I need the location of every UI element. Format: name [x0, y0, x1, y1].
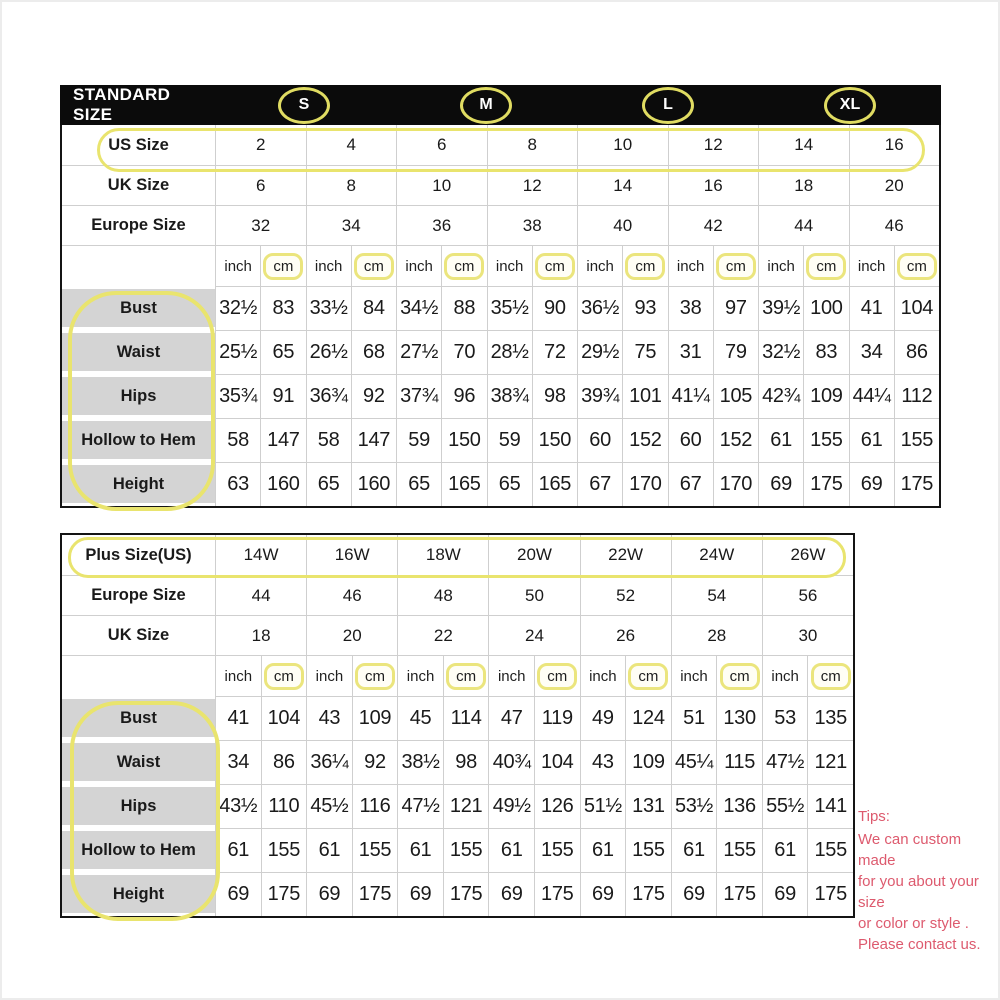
measurement-cell: 38½ — [397, 740, 443, 784]
unit-row-empty-label — [62, 246, 215, 286]
measurement-cell: 175 — [716, 872, 762, 916]
measurement-cell: 109 — [803, 374, 848, 418]
measurement-cell: 150 — [441, 418, 486, 462]
measurement-cell: 104 — [894, 286, 939, 330]
measurement-cell: 79 — [713, 330, 758, 374]
size-row-label: UK Size — [107, 176, 170, 194]
measurement-cell: 141 — [807, 784, 853, 828]
unit-inch-label: inch — [577, 246, 622, 286]
unit-cm-cell — [261, 656, 307, 696]
measurement-cell: 26½ — [306, 330, 351, 374]
measurement-cell: 69 — [306, 872, 352, 916]
measurement-cell: 136 — [716, 784, 762, 828]
measurement-row-label: Waist — [62, 333, 215, 371]
measurement-row-label: Bust — [62, 289, 215, 327]
measurement-row — [62, 828, 853, 872]
measurement-cell: 165 — [441, 462, 486, 506]
measurement-cell: 84 — [351, 286, 396, 330]
size-cell: 52 — [580, 576, 671, 615]
measurement-cell: 41¼ — [668, 374, 713, 418]
unit-inch-label: inch — [849, 246, 894, 286]
measurement-cell: 175 — [352, 872, 398, 916]
measurement-cell: 150 — [532, 418, 577, 462]
measurement-cell: 36¼ — [306, 740, 352, 784]
measurement-cell: 69 — [215, 872, 261, 916]
unit-inch-label: inch — [396, 246, 441, 286]
measurement-cell: 51½ — [580, 784, 626, 828]
cm-highlight: cm — [806, 253, 846, 280]
size-row — [62, 165, 939, 205]
size-cell: 26W — [762, 535, 853, 575]
measurement-cell: 65 — [396, 462, 441, 506]
cm-highlight: cm — [355, 663, 395, 690]
measurement-cell: 32½ — [758, 330, 803, 374]
tips-lines — [858, 829, 996, 955]
size-cell: 8 — [487, 125, 578, 165]
measurement-cell: 109 — [352, 696, 398, 740]
measurement-cell: 41 — [849, 286, 894, 330]
measurement-cell: 170 — [622, 462, 667, 506]
size-cell: 46 — [306, 576, 397, 615]
measurement-cell: 43 — [580, 740, 626, 784]
size-cell: 12 — [487, 166, 578, 205]
measurement-cell: 69 — [758, 462, 803, 506]
measurement-cell: 36¾ — [306, 374, 351, 418]
size-cell: 10 — [396, 166, 487, 205]
measurement-cell: 69 — [580, 872, 626, 916]
measurement-cell: 105 — [713, 374, 758, 418]
unit-inch-label: inch — [668, 246, 713, 286]
size-row — [62, 615, 853, 655]
measurement-cell: 175 — [534, 872, 580, 916]
measurement-cell: 116 — [352, 784, 398, 828]
measurement-cell: 35½ — [487, 286, 532, 330]
custom-tips-note — [858, 806, 996, 955]
size-cell: 36 — [396, 206, 487, 245]
measurement-cell: 91 — [260, 374, 305, 418]
measurement-cell: 100 — [803, 286, 848, 330]
measurement-cell: 34½ — [396, 286, 441, 330]
unit-inch-label: inch — [306, 246, 351, 286]
unit-cm-cell — [532, 246, 577, 286]
unit-cm-cell — [625, 656, 671, 696]
unit-inch-label: inch — [762, 656, 808, 696]
measurement-row — [62, 418, 939, 462]
size-row — [62, 125, 939, 165]
measurement-cell: 93 — [622, 286, 667, 330]
size-cell: 48 — [397, 576, 488, 615]
measurement-cell: 58 — [215, 418, 260, 462]
measurement-cell: 59 — [487, 418, 532, 462]
unit-cm-cell — [443, 656, 489, 696]
size-row — [62, 205, 939, 245]
cm-highlight: cm — [720, 663, 760, 690]
measurement-cell: 32½ — [215, 286, 260, 330]
measurement-row — [62, 286, 939, 330]
measurement-cell: 49½ — [488, 784, 534, 828]
measurement-cell: 155 — [261, 828, 307, 872]
unit-inch-label: inch — [487, 246, 532, 286]
measurement-cell: 121 — [443, 784, 489, 828]
measurement-row — [62, 696, 853, 740]
measurement-cell: 104 — [534, 740, 580, 784]
measurement-cell: 88 — [441, 286, 486, 330]
measurement-cell: 47½ — [762, 740, 808, 784]
standard-size-header — [60, 85, 941, 125]
measurement-cell: 70 — [441, 330, 486, 374]
size-cell: 44 — [215, 576, 306, 615]
tips-line: Please contact us. — [858, 936, 981, 953]
measurement-cell: 155 — [716, 828, 762, 872]
measurement-cell: 92 — [352, 740, 398, 784]
measurement-cell: 59 — [396, 418, 441, 462]
size-letter-cell — [759, 87, 941, 124]
size-cell: 14W — [215, 535, 306, 575]
measurement-cell: 61 — [215, 828, 261, 872]
size-row — [62, 575, 853, 615]
measurement-cell: 45¼ — [671, 740, 717, 784]
cm-highlight: cm — [811, 663, 851, 690]
measurement-cell: 83 — [803, 330, 848, 374]
measurement-cell: 53½ — [671, 784, 717, 828]
measurement-cell: 61 — [758, 418, 803, 462]
size-cell: 6 — [215, 166, 306, 205]
measurement-cell: 155 — [807, 828, 853, 872]
standard-size-title: STANDARD SIZE — [73, 85, 171, 124]
measurement-cell: 65 — [487, 462, 532, 506]
size-cell: 2 — [215, 125, 306, 165]
size-cell: 14 — [577, 166, 668, 205]
measurement-cell: 86 — [894, 330, 939, 374]
measurement-cell: 90 — [532, 286, 577, 330]
measurement-cell: 69 — [397, 872, 443, 916]
measurement-cell: 27½ — [396, 330, 441, 374]
measurement-cell: 60 — [668, 418, 713, 462]
measurement-cell: 47 — [488, 696, 534, 740]
unit-inch-label: inch — [671, 656, 717, 696]
size-cell: 44 — [758, 206, 849, 245]
measurement-cell: 109 — [625, 740, 671, 784]
measurement-cell: 39½ — [758, 286, 803, 330]
plus-size-body — [62, 535, 853, 916]
measurement-cell: 170 — [713, 462, 758, 506]
unit-row-empty-label — [62, 656, 215, 696]
cm-highlight: cm — [625, 253, 665, 280]
measurement-cell: 31 — [668, 330, 713, 374]
measurement-cell: 67 — [668, 462, 713, 506]
size-cell: 20W — [488, 535, 579, 575]
size-cell: 6 — [396, 125, 487, 165]
measurement-cell: 63 — [215, 462, 260, 506]
size-cell: 10 — [577, 125, 668, 165]
measurement-row — [62, 872, 853, 916]
measurement-cell: 40¾ — [488, 740, 534, 784]
measurement-cell: 42¾ — [758, 374, 803, 418]
size-cell: 20 — [306, 616, 397, 655]
measurement-cell: 45½ — [306, 784, 352, 828]
size-letter-cell — [577, 87, 759, 124]
measurement-cell: 69 — [488, 872, 534, 916]
size-cell: 22W — [580, 535, 671, 575]
measurement-row-label: Hips — [62, 787, 215, 825]
measurement-cell: 121 — [807, 740, 853, 784]
measurement-cell: 75 — [622, 330, 667, 374]
cm-highlight: cm — [354, 253, 394, 280]
unit-cm-cell — [713, 246, 758, 286]
measurement-cell: 61 — [762, 828, 808, 872]
size-cell: 16W — [306, 535, 397, 575]
unit-inch-label: inch — [580, 656, 626, 696]
measurement-cell: 69 — [671, 872, 717, 916]
size-cell: 38 — [487, 206, 578, 245]
size-cell: 42 — [668, 206, 759, 245]
size-cell: 12 — [668, 125, 759, 165]
measurement-cell: 97 — [713, 286, 758, 330]
measurement-cell: 124 — [625, 696, 671, 740]
measurement-cell: 101 — [622, 374, 667, 418]
measurement-cell: 49 — [580, 696, 626, 740]
measurement-row-label: Hollow to Hem — [62, 831, 215, 869]
size-cell: 18 — [215, 616, 306, 655]
unit-inch-label: inch — [215, 246, 260, 286]
tips-title: Tips: — [858, 808, 890, 825]
size-letter-oval: L — [642, 87, 694, 124]
measurement-cell: 155 — [352, 828, 398, 872]
measurement-cell: 83 — [260, 286, 305, 330]
unit-cm-cell — [803, 246, 848, 286]
measurement-row — [62, 374, 939, 418]
measurement-cell: 55½ — [762, 784, 808, 828]
unit-cm-cell — [260, 246, 305, 286]
unit-inch-label: inch — [488, 656, 534, 696]
measurement-cell: 38 — [668, 286, 713, 330]
measurement-cell: 104 — [261, 696, 307, 740]
unit-row — [62, 655, 853, 696]
measurement-cell: 61 — [849, 418, 894, 462]
size-cell: 22 — [397, 616, 488, 655]
measurement-cell: 68 — [351, 330, 396, 374]
size-cell: 16 — [668, 166, 759, 205]
measurement-cell: 155 — [534, 828, 580, 872]
measurement-cell: 60 — [577, 418, 622, 462]
unit-row — [62, 245, 939, 286]
size-row — [62, 535, 853, 575]
size-letter-oval: S — [278, 87, 330, 124]
size-cell: 24W — [671, 535, 762, 575]
measurement-row-label: Hips — [62, 377, 215, 415]
measurement-cell: 160 — [351, 462, 396, 506]
size-letter-cell — [395, 87, 577, 124]
measurement-cell: 69 — [849, 462, 894, 506]
unit-cm-cell — [894, 246, 939, 286]
unit-cm-cell — [622, 246, 667, 286]
measurement-row — [62, 740, 853, 784]
unit-cm-cell — [807, 656, 853, 696]
unit-cm-cell — [351, 246, 396, 286]
measurement-cell: 25½ — [215, 330, 260, 374]
measurement-cell: 126 — [534, 784, 580, 828]
measurement-cell: 114 — [443, 696, 489, 740]
measurement-cell: 131 — [625, 784, 671, 828]
unit-inch-label: inch — [397, 656, 443, 696]
measurement-cell: 61 — [488, 828, 534, 872]
size-cell: 50 — [488, 576, 579, 615]
size-cell: 26 — [580, 616, 671, 655]
measurement-cell: 35¾ — [215, 374, 260, 418]
measurement-cell: 112 — [894, 374, 939, 418]
measurement-cell: 115 — [716, 740, 762, 784]
measurement-cell: 43½ — [215, 784, 261, 828]
measurement-row-label: Height — [62, 875, 215, 913]
measurement-row — [62, 462, 939, 506]
measurement-cell: 155 — [625, 828, 671, 872]
cm-highlight: cm — [628, 663, 668, 690]
measurement-cell: 29½ — [577, 330, 622, 374]
measurement-cell: 96 — [441, 374, 486, 418]
measurement-row-label: Bust — [62, 699, 215, 737]
measurement-cell: 147 — [351, 418, 396, 462]
plus-size-table — [60, 533, 855, 918]
cm-highlight: cm — [716, 253, 756, 280]
measurement-row-label: Height — [62, 465, 215, 503]
measurement-cell: 45 — [397, 696, 443, 740]
size-cell: 8 — [306, 166, 397, 205]
standard-size-body — [60, 125, 941, 508]
measurement-cell: 33½ — [306, 286, 351, 330]
measurement-row — [62, 330, 939, 374]
cm-highlight: cm — [535, 253, 575, 280]
measurement-cell: 175 — [625, 872, 671, 916]
size-cell: 28 — [671, 616, 762, 655]
measurement-cell: 160 — [260, 462, 305, 506]
size-cell: 4 — [306, 125, 397, 165]
measurement-cell: 72 — [532, 330, 577, 374]
size-cell: 20 — [849, 166, 940, 205]
size-letter-oval: M — [460, 87, 512, 124]
measurement-cell: 61 — [306, 828, 352, 872]
measurement-cell: 61 — [671, 828, 717, 872]
measurement-cell: 58 — [306, 418, 351, 462]
unit-cm-cell — [441, 246, 486, 286]
cm-highlight: cm — [537, 663, 577, 690]
size-cell: 18 — [758, 166, 849, 205]
measurement-cell: 47½ — [397, 784, 443, 828]
measurement-cell: 147 — [260, 418, 305, 462]
unit-inch-label: inch — [215, 656, 261, 696]
size-cell: 16 — [849, 125, 940, 165]
measurement-cell: 39¾ — [577, 374, 622, 418]
measurement-row-label: Waist — [62, 743, 215, 781]
size-letter-cell — [213, 87, 395, 124]
measurement-cell: 175 — [261, 872, 307, 916]
measurement-cell: 43 — [306, 696, 352, 740]
size-cell: 54 — [671, 576, 762, 615]
cm-highlight: cm — [263, 253, 303, 280]
measurement-cell: 67 — [577, 462, 622, 506]
tips-line: for you about your size — [858, 873, 979, 911]
measurement-cell: 34 — [215, 740, 261, 784]
size-cell: 14 — [758, 125, 849, 165]
measurement-cell: 51 — [671, 696, 717, 740]
cm-highlight: cm — [444, 253, 484, 280]
standard-size-table — [60, 85, 941, 508]
measurement-cell: 165 — [532, 462, 577, 506]
size-row-label: Europe Size — [91, 216, 186, 234]
size-cell: 18W — [397, 535, 488, 575]
measurement-cell: 110 — [261, 784, 307, 828]
size-cell: 34 — [306, 206, 397, 245]
unit-inch-label: inch — [306, 656, 352, 696]
size-row-label: Europe Size — [91, 586, 186, 604]
measurement-cell: 98 — [532, 374, 577, 418]
size-row-label: US Size — [108, 135, 169, 154]
measurement-cell: 61 — [580, 828, 626, 872]
measurement-cell: 36½ — [577, 286, 622, 330]
measurement-cell: 65 — [306, 462, 351, 506]
measurement-cell: 155 — [803, 418, 848, 462]
size-cell: 32 — [215, 206, 306, 245]
measurement-cell: 44¼ — [849, 374, 894, 418]
measurement-cell: 175 — [894, 462, 939, 506]
measurement-row-label: Hollow to Hem — [62, 421, 215, 459]
measurement-cell: 175 — [803, 462, 848, 506]
size-letter-oval: XL — [824, 87, 876, 124]
cm-highlight: cm — [446, 663, 486, 690]
measurement-cell: 175 — [807, 872, 853, 916]
measurement-cell: 155 — [894, 418, 939, 462]
measurement-cell: 61 — [397, 828, 443, 872]
unit-cm-cell — [352, 656, 398, 696]
measurement-cell: 175 — [443, 872, 489, 916]
measurement-cell: 28½ — [487, 330, 532, 374]
measurement-cell: 155 — [443, 828, 489, 872]
measurement-cell: 135 — [807, 696, 853, 740]
measurement-cell: 37¾ — [396, 374, 441, 418]
size-cell: 30 — [762, 616, 853, 655]
measurement-cell: 152 — [622, 418, 667, 462]
measurement-cell: 92 — [351, 374, 396, 418]
measurement-cell: 38¾ — [487, 374, 532, 418]
cm-highlight: cm — [264, 663, 304, 690]
unit-cm-cell — [716, 656, 762, 696]
size-cell: 40 — [577, 206, 668, 245]
measurement-cell: 130 — [716, 696, 762, 740]
unit-inch-label: inch — [758, 246, 803, 286]
measurement-cell: 69 — [762, 872, 808, 916]
unit-cm-cell — [534, 656, 580, 696]
measurement-cell: 119 — [534, 696, 580, 740]
measurement-cell: 152 — [713, 418, 758, 462]
measurement-cell: 41 — [215, 696, 261, 740]
size-cell: 24 — [488, 616, 579, 655]
size-row-label: UK Size — [107, 626, 170, 644]
cm-highlight: cm — [897, 253, 937, 280]
measurement-cell: 34 — [849, 330, 894, 374]
measurement-cell: 65 — [260, 330, 305, 374]
size-row-label: Plus Size(US) — [85, 545, 192, 564]
tips-line: or color or style . — [858, 915, 969, 932]
size-cell: 56 — [762, 576, 853, 615]
measurement-cell: 86 — [261, 740, 307, 784]
measurement-cell: 53 — [762, 696, 808, 740]
tips-line: We can custom made — [858, 831, 962, 869]
size-cell: 46 — [849, 206, 940, 245]
measurement-cell: 98 — [443, 740, 489, 784]
measurement-row — [62, 784, 853, 828]
